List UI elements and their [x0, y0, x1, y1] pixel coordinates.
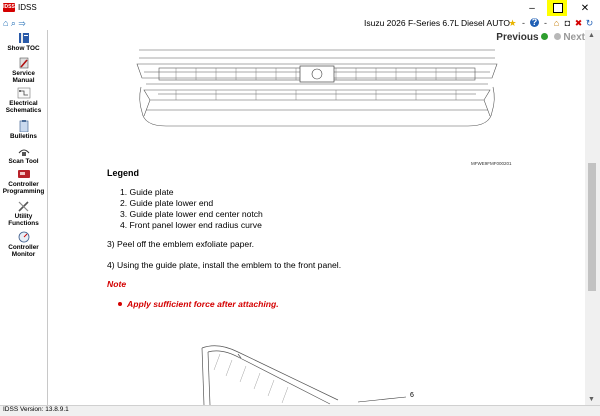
previous-button[interactable]: [496, 32, 547, 43]
wrench-manual-icon: [17, 57, 31, 69]
vertical-scrollbar[interactable]: [585, 30, 600, 405]
grille-figure: [136, 30, 498, 134]
page-navigation: [496, 32, 585, 43]
tools-icon: [17, 200, 31, 212]
sidebar-item-label: Show TOC: [7, 45, 40, 52]
next-label: Next: [563, 32, 585, 43]
previous-label: Previous: [496, 32, 539, 43]
sidebar-item-label: Service Manual: [12, 70, 35, 84]
sidebar-item-controller-monitor[interactable]: [0, 231, 47, 258]
sidebar-item-label: Scan Tool: [8, 158, 39, 165]
scroll-up-arrow-icon[interactable]: ▲: [588, 32, 595, 39]
legend-item: 3. Guide plate lower end center notch: [120, 209, 263, 219]
help-icon[interactable]: ?: [531, 17, 538, 27]
toolbar-nav-icons[interactable]: ⌂ ⌕ ⇒: [3, 18, 26, 28]
sidebar-item-label: Utility Functions: [8, 213, 39, 227]
status-bar: [0, 405, 600, 416]
toolbar-icons: [508, 17, 594, 29]
refresh-icon[interactable]: ↻: [585, 18, 594, 28]
vehicle-label: Isuzu 2026 F-Series 6.7L Diesel AUTO: [364, 18, 510, 28]
emblem-figure: [198, 340, 428, 405]
next-button[interactable]: [554, 32, 585, 43]
pin-icon[interactable]: ✖: [574, 18, 583, 28]
step-4: 4) Using the guide plate, install the emblem to the front panel.: [107, 260, 342, 270]
scroll-down-arrow-icon[interactable]: ▼: [588, 396, 595, 403]
note-bullet: [118, 302, 122, 306]
sidebar-item-scan-tool[interactable]: [0, 145, 47, 165]
home-icon[interactable]: ⌂: [553, 18, 560, 28]
minimize-button[interactable]: –: [529, 3, 535, 14]
legend-item: 2. Guide plate lower end: [120, 198, 214, 208]
note-item: [118, 299, 279, 309]
monitor-gauge-icon: [17, 231, 31, 243]
sidebar-item-electrical-schematics[interactable]: [0, 87, 47, 114]
schematic-icon: [17, 87, 31, 99]
sidebar-item-label: Controller Monitor: [8, 244, 39, 258]
window-title: IDSS: [18, 3, 37, 12]
toolbar: [0, 17, 600, 30]
sidebar-item-label: Electrical Schematics: [5, 100, 42, 114]
legend-heading: Legend: [107, 168, 140, 178]
maximize-button[interactable]: [545, 0, 571, 17]
scan-tool-icon: [17, 145, 31, 157]
book-icon: [17, 32, 31, 44]
sidebar-item-bulletins[interactable]: [0, 120, 47, 140]
legend-list: [120, 187, 263, 231]
legend-item: 4. Front panel lower end radius curve: [120, 220, 262, 230]
sidebar-item-controller-programming[interactable]: [0, 168, 47, 195]
sidebar-item-label: Bulletins: [10, 133, 37, 140]
settings-dropdown-icon[interactable]: -: [544, 18, 547, 28]
note-text: Apply sufficient force after attaching.: [127, 299, 279, 309]
sidebar-item-utility-functions[interactable]: [0, 200, 47, 227]
sidebar: [0, 30, 48, 405]
figure-code: MFWE9FMF000201: [471, 161, 512, 166]
maximize-icon: [553, 3, 563, 13]
favorite-star-icon[interactable]: ★: [508, 18, 517, 28]
close-button[interactable]: ✕: [580, 3, 590, 14]
legend-item: 1. Guide plate: [120, 187, 174, 197]
version-label: IDSS Version: 13.8.9.1: [3, 406, 69, 413]
next-arrow-icon: [554, 33, 561, 40]
dropdown-icon[interactable]: -: [522, 18, 525, 28]
note-heading: Note: [107, 279, 127, 289]
document-content: [48, 30, 585, 405]
step-3: 3) Peel off the emblem exfoliate paper.: [107, 239, 254, 249]
controller-programming-icon: [17, 168, 31, 180]
scrollbar-thumb[interactable]: [588, 163, 596, 291]
callout-number: 6: [410, 392, 414, 399]
sidebar-item-show-toc[interactable]: [0, 32, 47, 52]
sidebar-item-label: Controller Programming: [2, 181, 45, 195]
title-bar: [0, 0, 600, 17]
clipboard-icon: [17, 120, 31, 132]
camera-icon[interactable]: ◘: [564, 18, 571, 28]
idss-logo-icon: IDSS: [3, 4, 15, 10]
previous-arrow-icon: [541, 33, 548, 40]
sidebar-item-service-manual[interactable]: [0, 57, 47, 84]
